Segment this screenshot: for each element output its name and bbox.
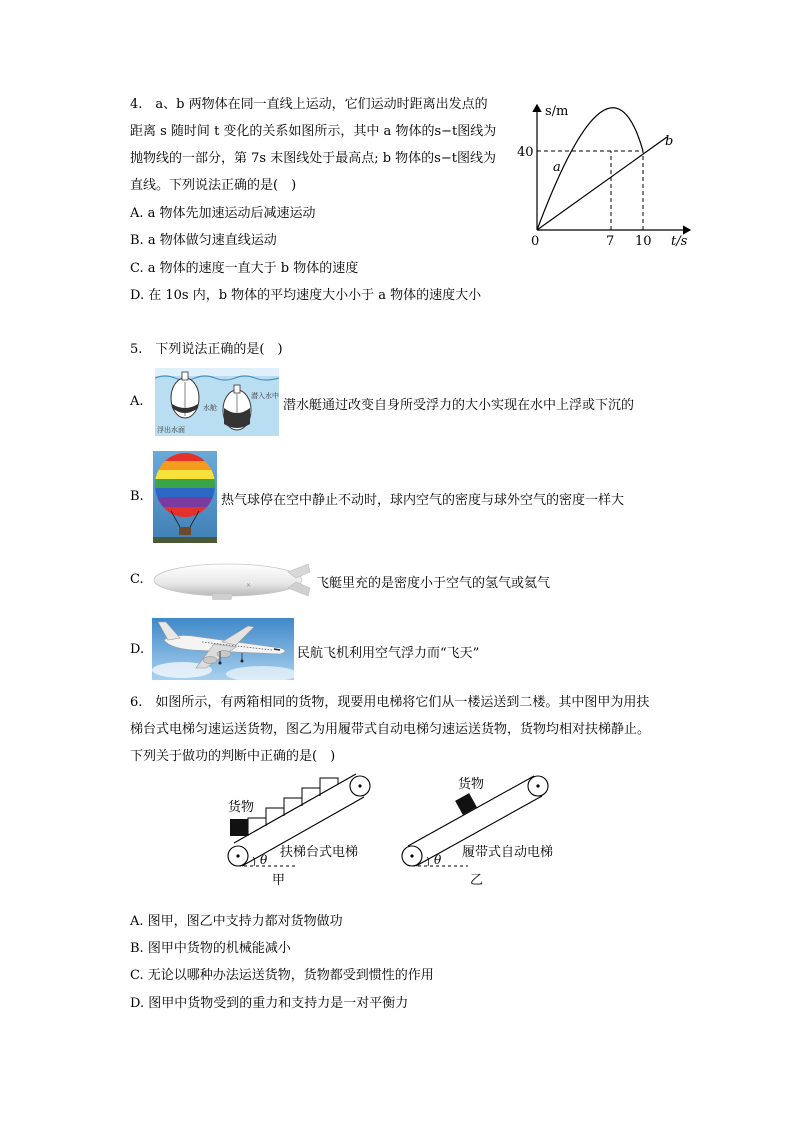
y-axis-label: s/m bbox=[545, 104, 569, 119]
q5-option-a-letter[interactable]: A. bbox=[130, 394, 144, 409]
x-tick-7: 7 bbox=[606, 234, 615, 249]
cargo-label-jia: 货物 bbox=[228, 800, 255, 815]
curve-a-label: a bbox=[553, 160, 561, 175]
q4-option-a[interactable]: A. a 物体先加速运动后减速运动 bbox=[130, 206, 316, 221]
angle-label-yi: θ bbox=[434, 853, 442, 867]
q5-option-b-letter[interactable]: B. bbox=[130, 489, 144, 504]
q5-option-b-text[interactable]: 热气球停在空中静止不动时，球内空气的密度与球外空气的密度一样大 bbox=[221, 493, 625, 508]
cargo-box-yi bbox=[455, 793, 477, 815]
q4-option-b[interactable]: B. a 物体做匀速直线运动 bbox=[130, 233, 277, 248]
q4-option-d[interactable]: D. 在 10s 内，b 物体的平均速度大小小于 a 物体的速度大小 bbox=[130, 288, 482, 303]
q6-stem-line-2: 梯台式电梯匀速运送货物，图乙为用履带式自动电梯匀速运送货物，货物均相对扶梯静止。 bbox=[130, 722, 651, 737]
sub-label-dive: 潜入水中 bbox=[251, 392, 279, 400]
q6-option-b[interactable]: B. 图甲中货物的机械能减小 bbox=[130, 941, 291, 956]
q4-stem-line-1: 4. a、b 两物体在同一直线上运动，它们运动时距离出发点的 bbox=[130, 97, 488, 112]
q6-option-a[interactable]: A. 图甲，图乙中支持力都对货物做功 bbox=[130, 914, 343, 929]
line-b-label: b bbox=[665, 134, 674, 149]
escalator-figure-jia bbox=[220, 770, 390, 890]
svg-text:×: × bbox=[246, 582, 252, 589]
q4-stem-line-3: 抛物线的一部分，第 7s 末图线处于最高点; b 物体的s−t图线为 bbox=[130, 151, 496, 166]
q5-option-d-letter[interactable]: D. bbox=[130, 642, 145, 657]
x-axis-label: t/s bbox=[671, 234, 688, 249]
hot-air-balloon bbox=[153, 451, 217, 543]
origin-label: 0 bbox=[531, 234, 540, 249]
cargo-label-yi: 货物 bbox=[458, 777, 485, 792]
q5-option-c-letter[interactable]: C. bbox=[130, 572, 144, 587]
angle-label-jia: θ bbox=[260, 853, 268, 867]
belt-escalator-figure-yi bbox=[396, 770, 576, 890]
sub-label-tank: 水舱 bbox=[203, 404, 217, 412]
escalator-label-jia: 扶梯台式电梯 bbox=[280, 845, 359, 860]
cargo-box-jia bbox=[230, 819, 248, 836]
q5-option-c-text[interactable]: 飞艇里充的是密度小于空气的氢气或氦气 bbox=[316, 576, 551, 591]
caption-jia: 甲 bbox=[272, 873, 286, 888]
airship bbox=[150, 560, 314, 606]
q5-stem: 5. 下列说法正确的是( ) bbox=[130, 342, 283, 357]
q5-option-a-text[interactable]: 潜水艇通过改变自身所受浮力的大小实现在水中上浮或下沉的 bbox=[283, 398, 635, 413]
q5-option-d-text[interactable]: 民航飞机利用空气浮力而“飞天” bbox=[297, 646, 480, 661]
q6-option-c[interactable]: C. 无论以哪种办法运送货物，货物都受到惯性的作用 bbox=[130, 968, 434, 983]
sub-label-surface: 浮出水面 bbox=[157, 426, 185, 434]
x-tick-10: 10 bbox=[635, 234, 652, 249]
y-tick-40: 40 bbox=[517, 145, 534, 160]
q6-option-d[interactable]: D. 图甲中货物受到的重力和支持力是一对平衡力 bbox=[130, 996, 409, 1011]
caption-yi: 乙 bbox=[470, 873, 484, 888]
q4-option-c[interactable]: C. a 物体的速度一直大于 b 物体的速度 bbox=[130, 261, 359, 276]
q4-st-graph bbox=[505, 95, 705, 255]
airliner bbox=[152, 618, 294, 680]
escalator-label-yi: 履带式自动电梯 bbox=[462, 845, 554, 860]
q4-stem-line-4: 直线。下列说法正确的是( ) bbox=[130, 178, 297, 193]
q6-stem-line-1: 6. 如图所示，有两箱相同的货物，现要用电梯将它们从一楼运送到二楼。其中图甲为用扶 bbox=[130, 695, 650, 710]
q4-stem-line-2: 距离 s 随时间 t 变化的关系如图所示，其中 a 物体的s−t图线为 bbox=[130, 124, 497, 139]
q6-stem-line-3: 下列关于做功的判断中正确的是( ) bbox=[130, 749, 336, 764]
submarine-diagram bbox=[155, 368, 279, 436]
